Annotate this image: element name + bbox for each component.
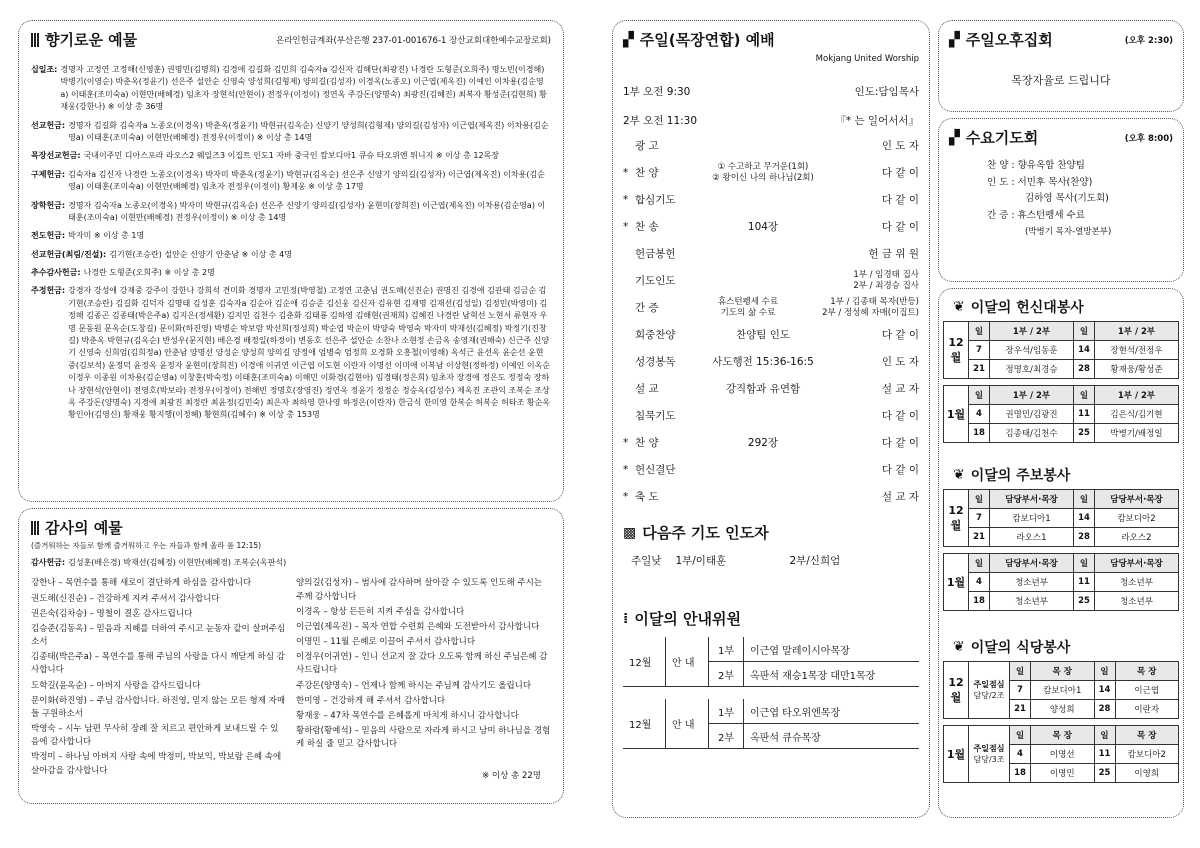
duty-head-cell: 담당부서·목장 xyxy=(1095,554,1179,573)
duty-cell: 28 xyxy=(1074,528,1095,547)
service1-time: 1부 오전 9:30 xyxy=(623,86,691,98)
sunday-title: 주일(목장연합) 예배 xyxy=(639,31,775,49)
duty-cell: 청소년부 xyxy=(990,573,1074,592)
offering-category xyxy=(31,267,551,279)
order-item-content: 찬양팀 인도 xyxy=(735,329,791,341)
duty-header-row xyxy=(944,322,1179,341)
duty-head-cell: 일 xyxy=(1010,726,1031,745)
offering-category-label: 전도헌금: xyxy=(31,231,66,241)
guide-title: 이달의 안내위원 xyxy=(634,610,741,628)
duty-cell: 11 xyxy=(1074,573,1095,592)
offering-category-label: 주정헌금: xyxy=(31,286,66,296)
thanks-item: 주강돈(양명숙) – 언제나 함께 하시는 주님께 감사기도 올립니다 xyxy=(296,680,532,691)
order-item-content: 사도행전 15:36-16:5 xyxy=(712,356,814,368)
offering-category xyxy=(31,230,551,242)
duty-month: 1월 xyxy=(944,554,969,611)
duty-cell: 청소년부 xyxy=(1095,573,1179,592)
wednesday-title: 수요기도회 xyxy=(965,129,1039,147)
guide-name: 옥판석 큐슈목장 xyxy=(744,724,920,749)
duty-head-cell: 담당부서·목장 xyxy=(1095,490,1179,509)
duty-cell: 이명선 xyxy=(1031,745,1095,764)
afternoon-title: 주일오후집회 xyxy=(965,31,1053,49)
worship-order-row xyxy=(623,321,919,348)
duty-head-cell: 일 xyxy=(969,386,990,405)
thanks-givers-text: 김성훈(배은경) 박재선(김혜정) 이현만(배혜경) 조복순(옥판석) xyxy=(68,558,287,567)
offering-category-text: 김기현(조승란) 설안순 신양기 안춘남 ※ 이상 총 4명 xyxy=(109,249,292,259)
thanks-item: 박영숙 – 시누 남편 무사히 장례 잘 치르고 편안하게 보내드릴 수 있음에 감사합니다 xyxy=(31,724,279,748)
duty-side-label xyxy=(969,662,1010,719)
duty-side-sub: 담당/3조 xyxy=(973,755,1005,764)
duty-cell: 21 xyxy=(969,528,990,547)
duty-row xyxy=(944,592,1179,611)
duty-cell: 11 xyxy=(1074,405,1095,424)
duty-side-title: 주일점심 xyxy=(973,744,1005,753)
wednesday-lead2: 김하영 목사(기도회) xyxy=(1025,193,1109,205)
duty-spacer xyxy=(944,547,1179,554)
offering-category-text: 김숙자a 김신자 나경란 노종오(이경옥) 박자미 박춘옥(정윤기) 박현규(김옥순) 선은주 신양기 양의길(김성자) 이근엽(제옥진) 이차용(김순영a) 이태훈(조미숙a) 이현만(배혜경) 임초자 전정우(이정이) 황재웅 ※ 이상 총 17명 xyxy=(68,169,545,192)
duty-head-cell: 1부 / 2부 xyxy=(1095,322,1179,341)
duty-cell: 라오스1 xyxy=(990,528,1074,547)
duty-cell: 캄보디아2 xyxy=(1115,745,1179,764)
worship-order-row xyxy=(623,402,919,429)
thanks-item: 권은숙(김차승) – 명철이 결혼 감사드립니다 xyxy=(31,608,193,619)
duty-cell: 이란자 xyxy=(1115,700,1179,719)
next-prayer-heading xyxy=(623,522,919,543)
offering-category-text: 나경란 도형준(오희주) ※ 이상 총 2명 xyxy=(83,268,215,278)
thanks-left-column xyxy=(31,577,286,779)
duty-cell: 4 xyxy=(969,405,990,424)
worship-order-row xyxy=(623,267,919,294)
bulletin-table xyxy=(943,489,1179,611)
duty-cell: 25 xyxy=(1094,764,1115,783)
wednesday-lead1: 인 도 : 서민후 목사(찬양) xyxy=(987,176,1093,188)
duty-cell: 28 xyxy=(1094,700,1115,719)
worship-order-row xyxy=(623,375,919,402)
thanks-item: 김종태(박은주a) – 목연수를 통해 주님의 사랑을 다시 깨닫게 하심 감사합니다 xyxy=(31,652,285,676)
order-item-name: 회중찬양 xyxy=(635,329,676,341)
wednesday-heading xyxy=(949,127,1038,148)
guide-name: 이근엽 타오위엔목장 xyxy=(744,699,920,724)
thanks-total: ※ 이상 총 22명 xyxy=(482,771,541,781)
leaf-icon: ❦ xyxy=(953,639,965,655)
afternoon-box xyxy=(938,20,1184,112)
duty-side-sub: 담당/2조 xyxy=(973,691,1005,700)
thanks-item: 도학길(윤옥순) – 아버지 사랑을 감사드립니다 xyxy=(31,680,201,691)
duty-head-cell: 일 xyxy=(1094,662,1115,681)
thanks-item: 양의길(김성자) – 범사에 감사하며 살아갈 수 있도록 인도해 주시는 주께 감사합니다 xyxy=(296,578,542,602)
order-item-leader: 설 교 자 xyxy=(881,383,919,395)
duty-head-cell: 1부 / 2부 xyxy=(1095,386,1179,405)
guide-part: 2부 xyxy=(709,662,744,687)
next-prayer-title: 다음주 기도 인도자 xyxy=(642,524,769,542)
duty-head-cell: 일 xyxy=(969,322,990,341)
thanks-item: 이경옥 – 항상 든든히 지켜 주심을 감사합니다 xyxy=(296,606,465,617)
thanks-givers-label: 감사헌금: xyxy=(31,558,66,567)
order-star: * xyxy=(623,166,629,179)
order-star: * xyxy=(623,193,629,206)
duty-month: 1월 xyxy=(944,386,969,443)
guide-part: 1부 xyxy=(709,637,744,662)
thanks-verse: (즐거워하는 자들로 함께 즐거워하고 우는 자들과 함께 울라 롬 12:15) xyxy=(31,541,262,550)
duty-cell: 25 xyxy=(1074,424,1095,443)
duty-head-cell: 1부 / 2부 xyxy=(990,386,1074,405)
next-prayer-second: 2부/신희엄 xyxy=(789,555,841,567)
order-item-name: 헌금봉헌 xyxy=(635,248,676,260)
thanks-box xyxy=(18,508,564,804)
duty-cell: 황재웅/황성준 xyxy=(1095,360,1179,379)
duty-cell: 21 xyxy=(969,360,990,379)
worship-order-row xyxy=(623,294,919,321)
worship-order-row xyxy=(623,213,919,240)
service-box xyxy=(938,288,1184,818)
order-item-leader: 다 같 이 xyxy=(881,221,919,233)
order-item-name: 광 고 xyxy=(635,140,659,152)
offering-category-text: 경명자 고정연 고정해(신영훈) 권명민(김명희) 김경애 김길화 김민희 김숙자a 김신자 김해단(최광진) 나경란 도형준(오희주) 명노빈(이경해) 박병기(이영순) 박춘옥(정윤기) 선은주 설안순 신영숙 양성희(김형제) 양의길(김성자) 이경옥(노종오) 이근엽(제옥진) 이예인 이차용(김순영a) 이태훈(조미숙a) 이현만(배혜경) 임초자 장현석(안현이) 전정우(이정이) 정연옥 주강돈(양명숙) 최광진(김혜진) 최복자 황성준(김현희) 황재웅(강한나) ※ 이상 총 36명 xyxy=(60,65,547,112)
duty-cell: 21 xyxy=(1010,700,1031,719)
order-item-content: 292장 xyxy=(747,437,779,449)
duty-cell: 이영희 xyxy=(1115,764,1179,783)
duty-spacer xyxy=(944,719,1179,726)
worship-order-row xyxy=(623,240,919,267)
guide-spacer-cell xyxy=(623,687,919,700)
duty-head-cell: 일 xyxy=(1010,662,1031,681)
duty-cell: 권명민/김광진 xyxy=(990,405,1074,424)
duty-spacer xyxy=(944,379,1179,386)
duty-cell: 28 xyxy=(1074,360,1095,379)
worship-order-row xyxy=(623,186,919,213)
thanks-item: 이근엽(제옥진) – 목자 연합 수련회 은혜와 도전받아서 감사합니다 xyxy=(296,621,540,632)
duty-side-title: 주일점심 xyxy=(973,680,1005,689)
devotion-table xyxy=(943,321,1179,443)
service2-theme: 『* 는 일어서서』 xyxy=(835,115,919,127)
duty-row xyxy=(944,405,1179,424)
guide-row xyxy=(623,699,919,724)
offering-category-label: 선교헌금(최림/진설): xyxy=(31,249,107,259)
offering-category-text: 경명자 김길화 김숙자a 노종오(이경옥) 박춘옥(정윤기) 박현규(김옥순) 신양기 양성희(김형제) 양의길(김성자) 이근엽(제옥진) 이차용(김순영a) 이태훈(조미숙a) 이현만(배혜경) 전정우(이정이) ※ 이상 총 14명 xyxy=(68,120,549,142)
duty-cell: 캄보디아2 xyxy=(1095,509,1179,528)
duty-cell: 양성희 xyxy=(1031,700,1095,719)
duty-cell: 7 xyxy=(969,509,990,528)
duty-cell: 이근엽 xyxy=(1115,681,1179,700)
bulletin-title: 이달의 주보봉사 xyxy=(970,468,1071,484)
thanks-item: 강한나 – 목연수를 통해 새로이 결단하게 하심을 감사합니다 xyxy=(31,578,252,589)
duty-cell: 25 xyxy=(1074,592,1095,611)
thanks-item: 문이화(하진영) – 주님 감사합니다. 하진영, 믿지 않는 모든 형제 자매들 구원하소서 xyxy=(31,695,286,719)
offering-category-text: 경명자 김숙자a 노종오(이경옥) 박자미 박현규(김옥순) 선은주 신양기 양의길(김성자) 윤현미(장희진) 이근엽(제옥진) 이차용(김순영a) 이태훈(조미숙a) 이현만(배혜경) 전정우(이정이) ※ 이상 총 14명 xyxy=(68,200,546,222)
duty-header-row xyxy=(944,490,1179,509)
offering-category-label: 선교헌금: xyxy=(31,120,66,130)
offering-category-label: 장학헌금: xyxy=(31,200,66,210)
offering-category xyxy=(31,64,551,114)
order-item-leader: 인 도 자 xyxy=(881,356,919,368)
bulletin-heading xyxy=(953,465,1179,485)
worship-order-row xyxy=(623,456,919,483)
thanks-list xyxy=(31,577,551,779)
offering-category-text: 강경자 강성애 강재중 강주이 강한나 강희석 견미화 경명자 고민정(박영철) 고정연 고춘님 권도해(신진순) 권명진 김경애 김관태 김금순 김기현(조승란) 김길화 김덕자 김명태 김성훈 김숙자a 김순아 김순애 김승준 김신웅 김신자 김유현 김재명 김재선(김성일) 김정민(박영미) 김정해 김종곤 김종태(박은주a) 김지은(정세환) 김지민 김천수 김춘화 김태룡 김하영 김해현(권재희) 김혜진 나경란 남혁선 노현서 류현자 우명 문동원 문옥순(도창길) 문이화(하진영) 박병순 박보람 박선희(정성희) 박순엽 박순이 박양숙 박영숙 박자미 박재선(김혜정) 박정기(진창길) 박춘옥 박현규(김옥순) 반성우(문지현) 배은경 배정일(하정이) 변동호 선은주 설안순 소찬나 소현정 손금옥 송영재(권해숙) 신근주 신양기 신영숙 신희엄(김희정a) 안춘남 양명선 양성순 양성희 양의길 양정애 엄병숙 엄정희 오경화 오흥철(이영해) 옥석근 윤선옥 윤순선 윤현중(김보석) 윤정덕 윤정옥 윤정자 윤현미(장희진) 이경애 이귀연 이근엽 이도현 이란자 이명선 이미애 이복남 이상현(정하정) 이예인 이옥순 이정우 이종원 이차용(김순영a) 이창훈(박숙정) 이태훈(조미숙a) 이해민 이화경(김현아) 임경태(정은희) 임초자 장경애 정은도 정정숙 장하나 장현석(안현이) 전영호(박보라) 전정우(이정이) 전해빈 정명호(장영진) 정연옥 정윤기 정정순 정승옥(김성수) 제옥진 조관익 조복순 조상옥 주강돈(양명숙) 지경애 최광진 최정란 최윤정(김민숙) 최은자 최하영 한나영 하정은(이란자) 한금식 한미영 한복순 허복순 허타조 황순옥 황인아(김영신) 황재웅 황지행(이정혜) 황현희(김혜수) ※ 이상 총 153명 xyxy=(68,286,551,420)
guide-name: 이근엽 말레이시아목장 xyxy=(744,637,920,662)
thanks-item: 황재웅 – 47차 목연수를 은혜롭게 마치게 하시니 감사합니다 xyxy=(296,710,519,721)
guide-role: 안 내 xyxy=(666,637,709,687)
duty-cell: 4 xyxy=(1010,745,1031,764)
duty-cell: 장우석/임동훈 xyxy=(990,341,1074,360)
order-item-name: 침묵기도 xyxy=(635,410,676,422)
duty-cell: 정명호/최경승 xyxy=(990,360,1074,379)
duty-cell: 김종태/김천수 xyxy=(990,424,1074,443)
offering-category xyxy=(31,150,551,162)
offering-category xyxy=(31,169,551,194)
duty-cell: 이명민 xyxy=(1031,764,1095,783)
wednesday-praise: 찬 양 : 향유옥합 찬양팀 xyxy=(987,160,1085,171)
section-bar-icon xyxy=(31,521,39,535)
order-item-name: 축 도 xyxy=(635,491,659,503)
dotted-bar-icon: ⁞ xyxy=(623,610,629,627)
duty-cell: 캄보디아1 xyxy=(1031,681,1095,700)
duty-head-cell: 목 장 xyxy=(1115,726,1179,745)
sunday-subtitle: Mokjang United Worship xyxy=(815,54,919,64)
order-star: * xyxy=(623,220,629,233)
order-item-name: 기도인도 xyxy=(635,275,676,287)
offering-category xyxy=(31,200,551,225)
service1-leader: 인도:담임목사 xyxy=(854,86,919,98)
thanks-item: 김승준(김동옥) – 믿음과 지혜를 더하여 주시고 눈동자 같이 살펴주심소서 xyxy=(31,623,286,648)
duty-spacer-cell xyxy=(944,379,1179,386)
guide-month: 12월 xyxy=(623,637,666,687)
guide-month: 12월 xyxy=(623,699,666,749)
duty-header-row xyxy=(944,726,1179,745)
sunday-heading xyxy=(623,29,919,50)
order-item-name: 설 교 xyxy=(635,383,659,395)
offering-heading xyxy=(31,29,137,50)
duty-cell: 14 xyxy=(1074,341,1095,360)
guide-part: 1부 xyxy=(709,699,744,724)
duty-side-label xyxy=(969,726,1010,783)
order-item-leader: 1부 / 임경태 집사 2부 / 최경승 집사 xyxy=(853,269,919,291)
order-item-leader: 인 도 자 xyxy=(881,140,919,152)
devotion-heading xyxy=(953,297,1179,317)
checker-icon: ▞ xyxy=(949,31,960,48)
duty-head-cell: 목 장 xyxy=(1031,726,1095,745)
duty-head-cell: 일 xyxy=(1094,726,1115,745)
duty-head-cell: 담당부서·목장 xyxy=(990,490,1074,509)
duty-month: 12월 xyxy=(944,322,969,379)
leaf-icon: ❦ xyxy=(953,467,965,483)
duty-month: 12월 xyxy=(944,662,969,719)
offering-category-label: 목장선교헌금: xyxy=(31,151,81,161)
worship-order-row xyxy=(623,348,919,375)
duty-row xyxy=(944,573,1179,592)
duty-cell: 14 xyxy=(1094,681,1115,700)
order-item-leader: 1부 / 김종태 목자(반등) 2부 / 정성혜 자매(이집트) xyxy=(822,296,919,318)
worship-order-row xyxy=(623,429,919,456)
order-item-leader: 다 같 이 xyxy=(881,437,919,449)
duty-month: 12월 xyxy=(944,490,969,547)
order-item-name: 찬 양 xyxy=(635,437,659,449)
offering-title: 향기로운 예물 xyxy=(45,31,138,49)
duty-cell: 18 xyxy=(969,592,990,611)
duty-row xyxy=(944,360,1179,379)
duty-head-cell: 일 xyxy=(1074,490,1095,509)
offering-category-label: 구제헌금: xyxy=(31,169,66,179)
next-prayer-first: 1부/이태훈 xyxy=(675,555,727,567)
thanks-heading xyxy=(31,517,551,538)
order-star: * xyxy=(623,436,629,449)
duty-spacer-cell xyxy=(944,547,1179,554)
wednesday-testimony: 간 증 : 휴스턴펭세 수료 xyxy=(987,209,1085,221)
duty-row xyxy=(944,341,1179,360)
duty-cell: 7 xyxy=(969,341,990,360)
offering-box xyxy=(18,20,564,502)
dining-heading xyxy=(953,637,1179,657)
devotion-title: 이달의 헌신대봉사 xyxy=(970,300,1084,316)
order-item-content: ① 수고하고 무거운(1회) ② 왕이신 나의 하나님(2회) xyxy=(712,162,814,183)
order-item-name: 찬 송 xyxy=(635,221,659,233)
duty-head-cell: 1부 / 2부 xyxy=(990,322,1074,341)
duty-head-cell: 담당부서·목장 xyxy=(990,554,1074,573)
sunday-box xyxy=(612,20,930,818)
duty-row xyxy=(944,424,1179,443)
dining-table xyxy=(943,661,1179,783)
duty-cell: 장현석/전정우 xyxy=(1095,341,1179,360)
thanks-item: 권도해(신진순) – 건강하게 지켜 주셔서 감사합니다 xyxy=(31,593,220,604)
order-item-leader: 다 같 이 xyxy=(881,329,919,341)
duty-month: 1월 xyxy=(944,726,969,783)
order-item-leader: 다 같 이 xyxy=(881,167,919,179)
order-item-name: 간 증 xyxy=(635,302,659,314)
thanks-title: 감사의 예물 xyxy=(45,519,123,537)
leaf-icon: ❦ xyxy=(953,299,965,315)
duty-cell: 11 xyxy=(1094,745,1115,764)
offering-category-label: 십일조: xyxy=(31,65,58,74)
duty-cell: 18 xyxy=(1010,764,1031,783)
order-item-content: 휴스턴펭세 수료 기도의 삶 수료 xyxy=(717,297,779,318)
dining-title: 이달의 식당봉사 xyxy=(970,640,1071,656)
duty-head-cell: 목 장 xyxy=(1115,662,1179,681)
duty-header-row xyxy=(944,662,1179,681)
thanks-right-column xyxy=(296,577,551,779)
guide-role: 안 내 xyxy=(666,699,709,749)
worship-order-row xyxy=(623,132,919,159)
order-item-content: 강직함과 유연함 xyxy=(725,383,801,395)
duty-cell: 18 xyxy=(969,424,990,443)
duty-row xyxy=(944,509,1179,528)
bank-account: 온라인헌금계좌(부산은행 237-01-001676-1 장산교회대한예수교장로회) xyxy=(276,35,551,46)
guide-table xyxy=(623,637,919,749)
order-item-name: 합심기도 xyxy=(635,194,676,206)
service2-time: 2부 오전 11:30 xyxy=(623,115,698,127)
duty-header-row xyxy=(944,554,1179,573)
offering-category xyxy=(31,285,551,421)
duty-cell: 김은식/김기현 xyxy=(1095,405,1179,424)
duty-cell: 라오스2 xyxy=(1095,528,1179,547)
thanks-givers xyxy=(31,557,551,569)
order-item-leader: 다 같 이 xyxy=(881,410,919,422)
section-bar-icon xyxy=(31,33,39,47)
duty-cell: 14 xyxy=(1074,509,1095,528)
order-item-leader: 다 같 이 xyxy=(881,194,919,206)
order-item-name: 헌신결단 xyxy=(635,464,676,476)
worship-order-row xyxy=(623,483,919,510)
worship-order xyxy=(623,132,919,510)
offering-category-text: 박자미 ※ 이상 총 1명 xyxy=(68,231,145,241)
wednesday-testimony2: (박병기 목자-열방본부) xyxy=(1025,226,1112,237)
duty-cell: 박병기/배정일 xyxy=(1095,424,1179,443)
guide-spacer xyxy=(623,687,919,700)
duty-row xyxy=(944,528,1179,547)
order-star: * xyxy=(623,490,629,503)
next-prayer-label: 주일낮 xyxy=(631,555,662,567)
duty-head-cell: 일 xyxy=(1074,386,1095,405)
checker-icon: ▞ xyxy=(949,129,960,146)
offering-category xyxy=(31,249,551,261)
guide-part: 2부 xyxy=(709,724,744,749)
offering-category-label: 추수감사헌금: xyxy=(31,268,81,278)
offering-category-text: 국내이주민 디아스포라 라오스2 웨일즈3 이집트 인도1 자바 중국인 캄보디아1 큐슈 타오위엔 튀니지 ※ 이상 총 12목장 xyxy=(83,151,499,161)
order-item-name: 찬 양 xyxy=(635,167,659,179)
order-item-name: 성경봉독 xyxy=(635,356,676,368)
duty-head-cell: 일 xyxy=(969,490,990,509)
checker-icon: ▞ xyxy=(623,31,634,48)
duty-head-cell: 일 xyxy=(1074,554,1095,573)
duty-cell: 7 xyxy=(1010,681,1031,700)
order-item-leader: 설 교 자 xyxy=(881,491,919,503)
thanks-item: 이정우(이귀연) – 인니 선교지 잘 갔다 오도록 함께 하신 주님은혜 감사드립니다 xyxy=(296,652,548,676)
duty-head-cell: 목 장 xyxy=(1031,662,1095,681)
thanks-item: 박정미 – 하나님 아버지 사랑 속에 박정미, 박보익, 박보람 은혜 속에 살아감을 감사합니다 xyxy=(31,752,282,776)
thanks-item: 한미영 – 건강하게 해 주셔서 감사합니다 xyxy=(296,695,446,706)
duty-cell: 청소년부 xyxy=(1095,592,1179,611)
order-star: * xyxy=(623,463,629,476)
wednesday-time: (오후 8:00) xyxy=(1124,133,1173,144)
guide-row xyxy=(623,637,919,662)
afternoon-time: (오후 2:30) xyxy=(1124,35,1173,46)
duty-spacer-cell xyxy=(944,719,1179,726)
duty-header-row xyxy=(944,386,1179,405)
duty-cell: 캄보디아1 xyxy=(990,509,1074,528)
duty-cell: 4 xyxy=(969,573,990,592)
duty-cell: 청소년부 xyxy=(990,592,1074,611)
order-item-leader: 헌 금 위 원 xyxy=(868,248,919,260)
afternoon-content: 목장자율로 드립니다 xyxy=(1011,74,1111,87)
thanks-item: 이명민 – 11월 은혜로 이끌어 주셔서 감사합니다 xyxy=(296,637,476,648)
offering-category xyxy=(31,120,551,145)
order-item-leader: 다 같 이 xyxy=(881,464,919,476)
checker-icon: ▩ xyxy=(623,524,637,541)
duty-head-cell: 일 xyxy=(1074,322,1095,341)
afternoon-heading xyxy=(949,29,1053,50)
wednesday-box xyxy=(938,118,1184,282)
guide-name: 옥판석 재승1목장 대만1목장 xyxy=(744,662,920,687)
duty-head-cell: 일 xyxy=(969,554,990,573)
order-item-content: 104장 xyxy=(747,221,779,233)
worship-order-row xyxy=(623,159,919,186)
offering-categories xyxy=(31,64,551,422)
thanks-item: 황하람(황예석) – 믿음의 사람으로 자라게 하시고 남미 하나님을 경험케 하실 줄 믿고 감사합니다 xyxy=(296,726,551,750)
guide-heading xyxy=(623,608,919,629)
